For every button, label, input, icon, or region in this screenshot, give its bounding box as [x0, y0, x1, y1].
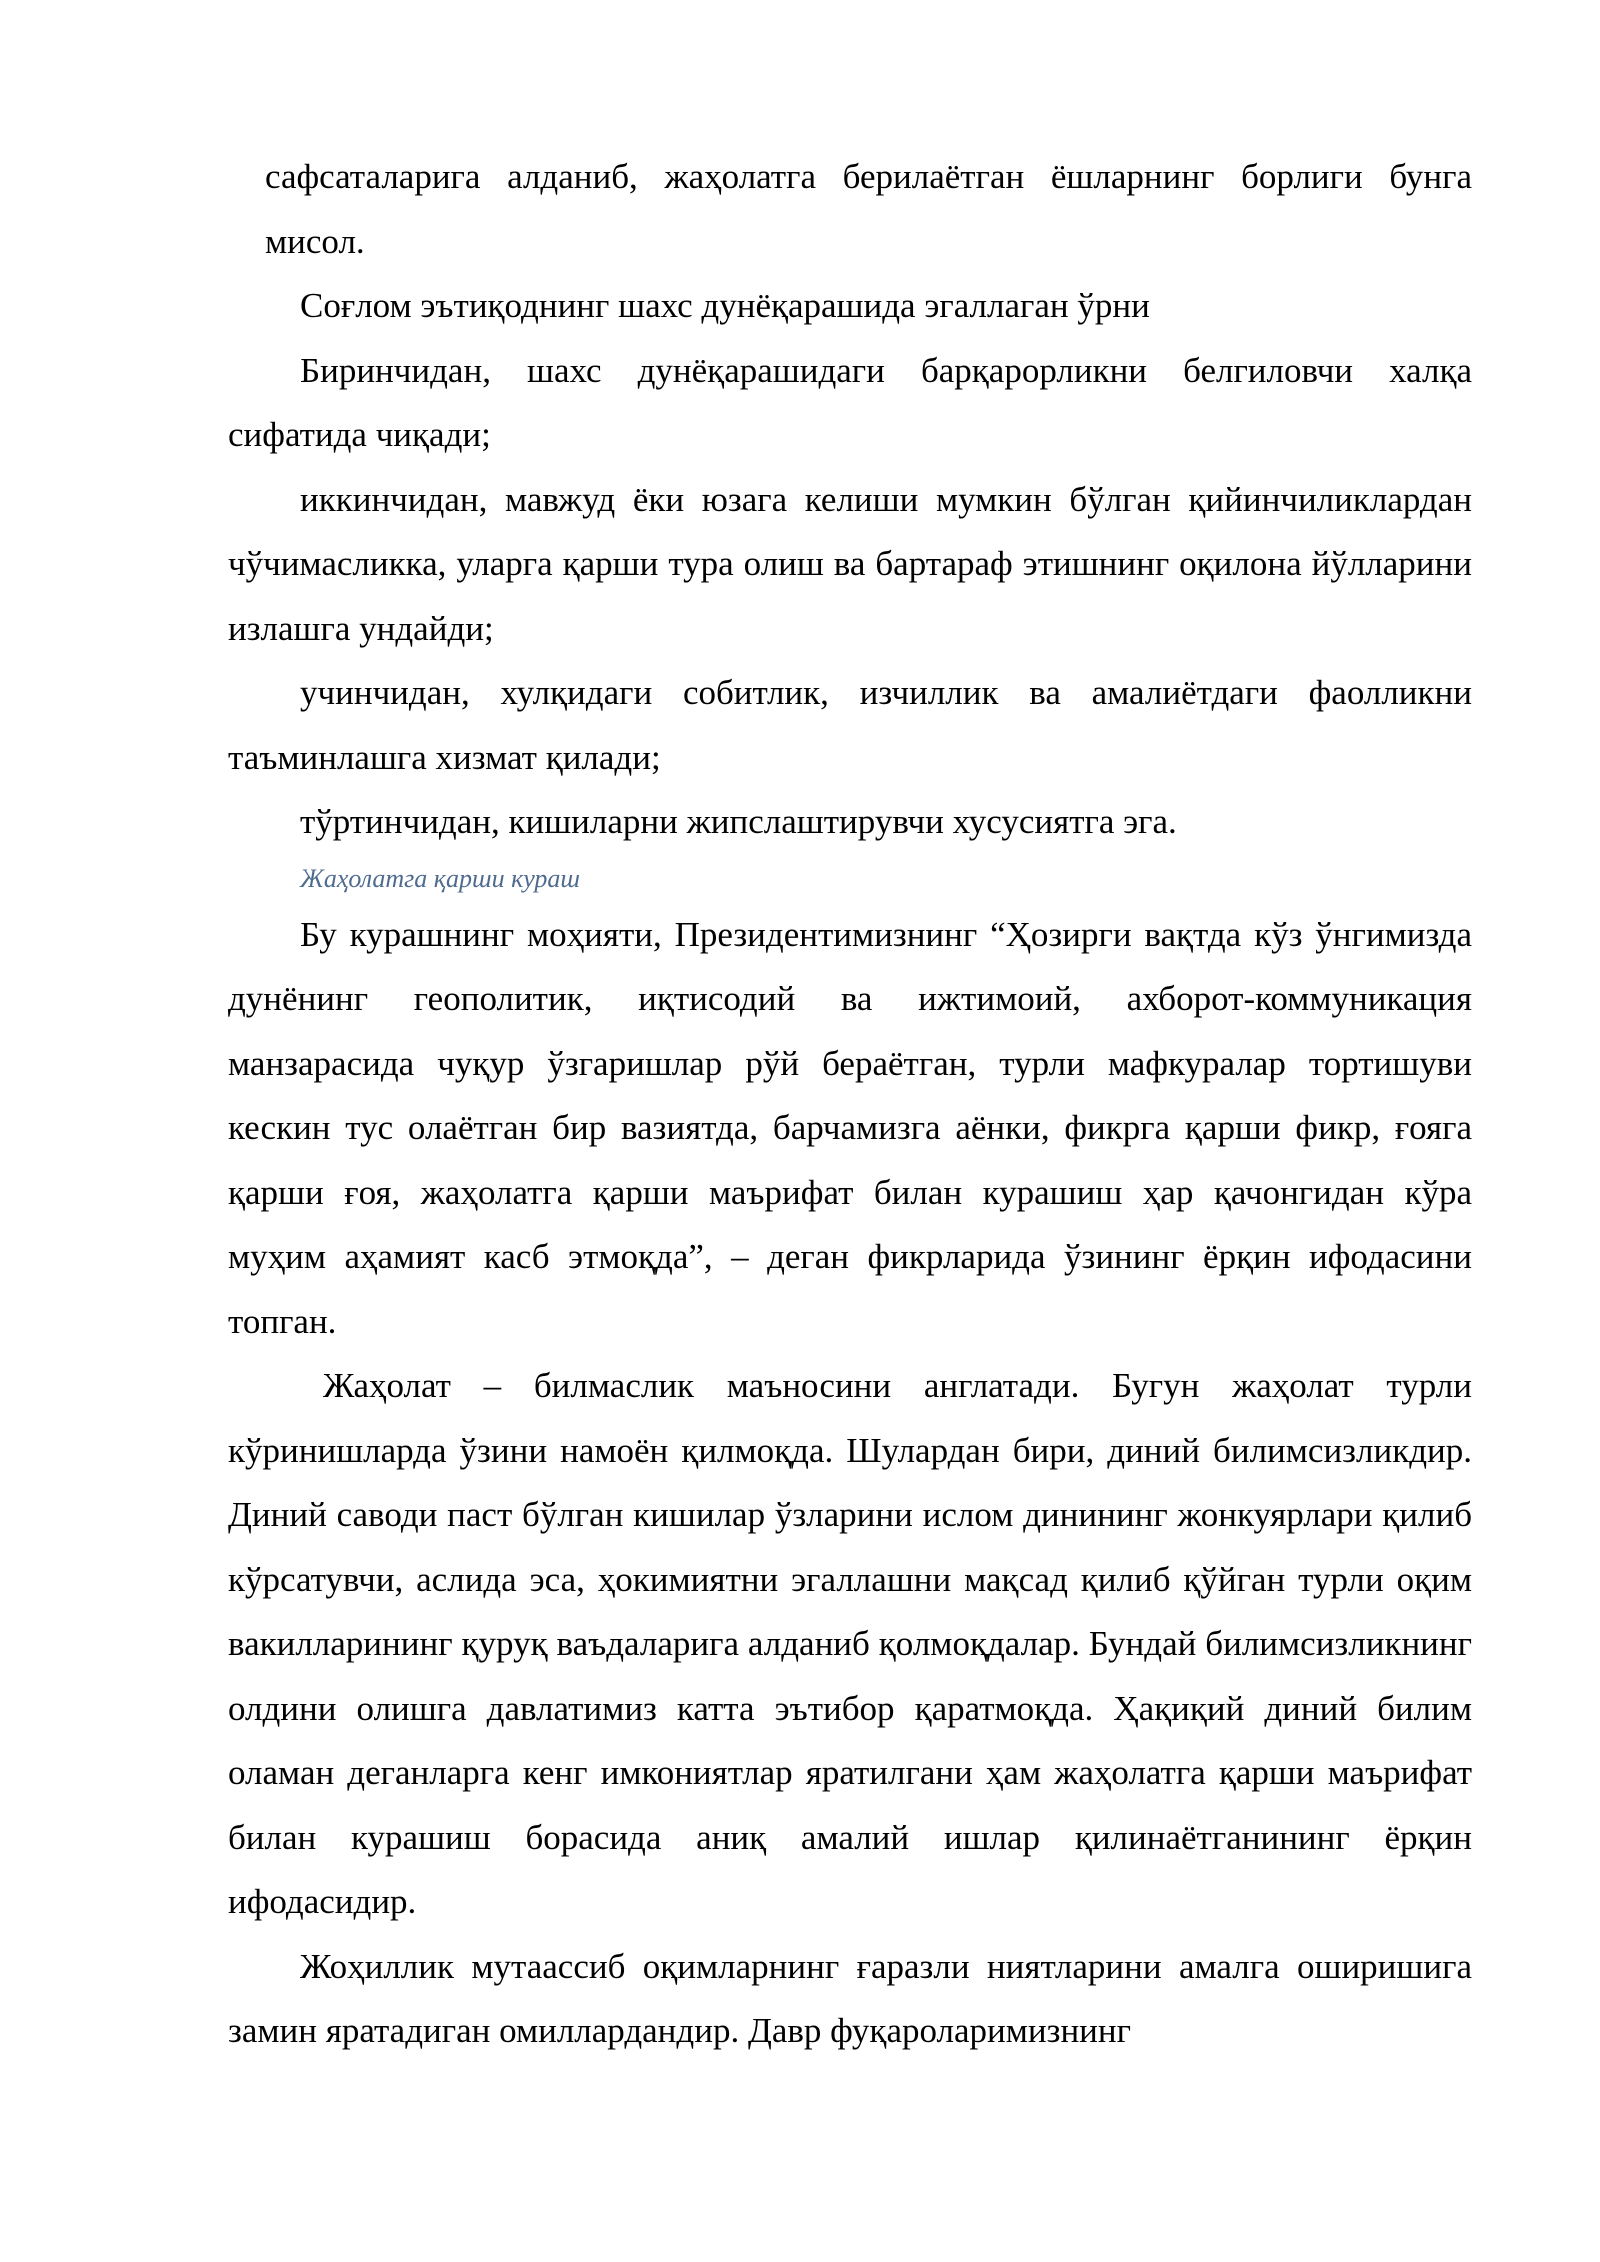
paragraph-firstly: Биринчидан, шахс дунёқарашидаги барқарорликни белгиловчи халқа сифатида чиқади; [228, 350, 1472, 454]
document-body [228, 145, 1472, 2064]
paragraph-fanaticism: Жоҳиллик мутаассиб оқимларнинг ғаразли ниятларини амалга оширишига замин яратадиган омиллардандир. Давр фуқароларимизнинг [228, 1946, 1472, 2050]
paragraph-fourthly: тўртинчидан, кишиларни жипслаштирувчи хусусиятга эга. [300, 802, 1177, 841]
paragraph-continuation: сафсаталарига алданиб, жаҳолатга берилаётган ёшларнинг борлиги бунга мисол. [265, 157, 1472, 261]
subheading-fight-ignorance: Жаҳолатга қарши кураш [300, 863, 581, 893]
paragraph-thirdly: учинчидан, хулқидаги собитлик, изчиллик ва амалиётдаги фаолликни таъминлашга хизмат қилади; [228, 673, 1472, 777]
paragraph-ignorance-definition: Жаҳолат – билмаслик маъносини англатади. Бугун жаҳолат турли кўринишларда ўзини намоён қилмоқда. Шулардан бири, диний билимсизликдир. Диний саводи паст бўлган кишилар ўзларини ислом динининг жонкуярлари қилиб кўрсатувчи, аслида эса, ҳокимиятни эгаллашни мақсад қилиб қўйган турли оқим вакилларининг қуруқ ваъдаларига алданиб қолмоқдалар. Бундай билимсизликнинг олдини олишга давлатимиз катта эътибор қаратмоқда. Ҳақиқий диний билим оламан деганларга кенг имкониятлар яратилгани ҳам жаҳолатга қарши маърифат билан курашиш борасида аниқ амалий ишлар қилинаётганининг ёрқин ифодасидир. [228, 1366, 1472, 1921]
paragraph-essence-of-struggle: Бу курашнинг моҳияти, Президентимизнинг “Ҳозирги вақтда кўз ўнгимизда дунёнинг геополитик, иқтисодий ва ижтимоий, ахборот-коммуникация манзарасида чуқур ўзгаришлар рўй бераётган, турли мафкуралар тортишуви кескин тус олаётган бир вазиятда, барчамизга аёнки, фикрга қарши фикр, ғояга қарши ғоя, жаҳолатга қарши маърифат билан курашиш ҳар қачонгидан кўра муҳим аҳамият касб этмоқда”, – деган фикрларида ўзининг ёрқин ифодасини топган. [228, 914, 1472, 1341]
section-title-sound-belief: Соғлом эътиқоднинг шахс дунёқарашида эгаллаган ўрни [300, 286, 1150, 325]
paragraph-secondly: иккинчидан, мавжуд ёки юзага келиши мумкин бўлган қийинчиликлардан чўчимасликка, уларга қарши тура олиш ва бартараф этишнинг оқилона йўлларини излашга ундайди; [228, 479, 1472, 648]
